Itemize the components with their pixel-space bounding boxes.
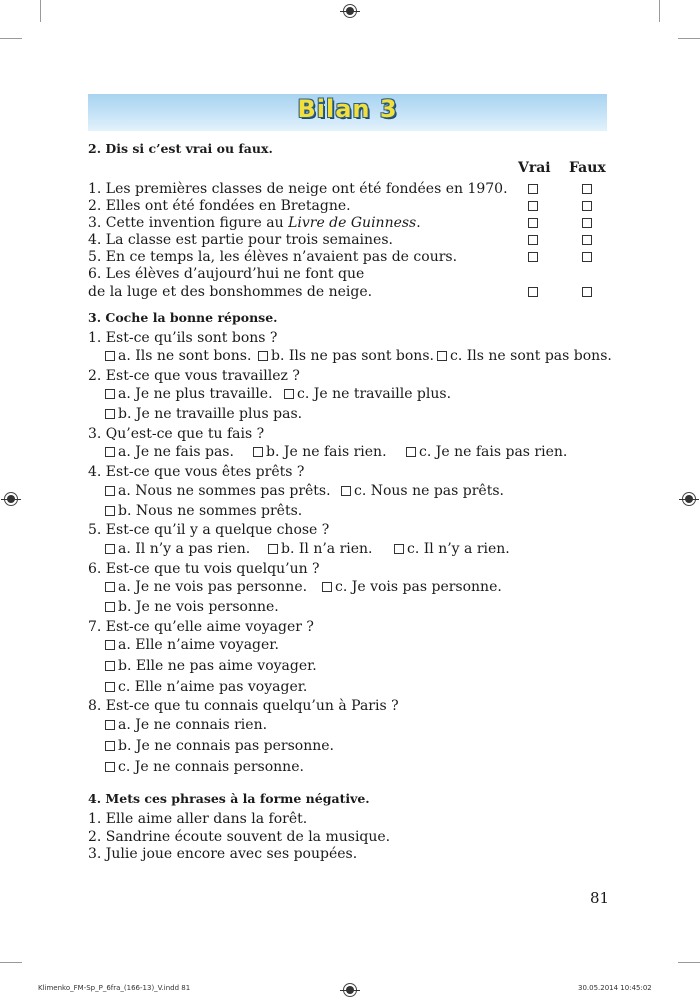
faux-checkbox-1[interactable] [582, 184, 592, 194]
statement-3-post: . [416, 215, 421, 231]
page-number: 81 [590, 889, 610, 907]
question-3: 3. Qu’est-ce que tu fais ? [88, 426, 265, 442]
crop-mark [678, 38, 700, 39]
statement-4: 4. La classe est partie pour trois semaines. [88, 232, 393, 248]
answer-option[interactable]: c. Je ne travaille plus. [284, 386, 451, 402]
title-banner [88, 94, 607, 131]
checkbox[interactable] [105, 486, 115, 496]
faux-checkbox-5[interactable] [582, 252, 592, 262]
sentence-1: 1. Elle aime aller dans la forêt. [88, 811, 308, 827]
question-5: 5. Est-ce qu’il y a quelque chose ? [88, 522, 330, 538]
checkbox[interactable] [105, 582, 115, 592]
faux-checkbox-4[interactable] [582, 235, 592, 245]
page-title: Bilan 3 [297, 95, 398, 123]
checkbox[interactable] [105, 389, 115, 399]
statement-6: 6. Les élèves d’aujourd’hui ne font que [88, 266, 365, 282]
question-8: 8. Est-ce que tu connais quelqu’un à Paris ? [88, 698, 399, 714]
sentence-2: 2. Sandrine écoute souvent de la musique. [88, 829, 391, 845]
crop-mark [678, 962, 700, 963]
vrai-checkbox-2[interactable] [528, 201, 538, 211]
registration-mark-icon [343, 983, 357, 997]
question-1: 1. Est-ce qu’ils sont bons ? [88, 330, 278, 346]
checkbox[interactable] [258, 351, 268, 361]
faux-checkbox-3[interactable] [582, 218, 592, 228]
answer-option[interactable]: a. Je ne plus travaille. [105, 386, 273, 402]
statement-6-continued: de la luge et des bonshommes de neige. [88, 284, 373, 300]
answer-option[interactable]: b. Elle ne pas aime voyager. [105, 658, 317, 674]
answer-option[interactable]: b. Ils ne pas sont bons. [258, 348, 434, 364]
exercise-2-heading: 2. Dis si c’est vrai ou faux. [88, 141, 273, 156]
exercise-3-heading: 3. Coche la bonne réponse. [88, 310, 278, 325]
question-4: 4. Est-ce que vous êtes prêts ? [88, 464, 305, 480]
statement-3 [88, 215, 421, 231]
checkbox[interactable] [105, 506, 115, 516]
statement-3-title: Livre de Guinness [288, 215, 417, 231]
answer-option[interactable]: b. Je ne fais rien. [253, 444, 387, 460]
crop-mark [659, 0, 660, 22]
answer-option[interactable]: b. Je ne vois personne. [105, 599, 279, 615]
answer-option[interactable]: b. Nous ne sommes prêts. [105, 503, 302, 519]
checkbox[interactable] [284, 389, 294, 399]
answer-option[interactable]: c. Elle n’aime pas voyager. [105, 679, 307, 695]
answer-option[interactable]: c. Je ne connais personne. [105, 759, 304, 775]
exercise-4-heading: 4. Mets ces phrases à la forme négative. [88, 791, 370, 806]
crop-mark [0, 38, 22, 39]
statement-2: 2. Elles ont été fondées en Bretagne. [88, 198, 351, 214]
checkbox[interactable] [437, 351, 447, 361]
answer-option[interactable]: c. Il n’y a rien. [394, 541, 510, 557]
answer-option[interactable]: a. Il n’y a pas rien. [105, 541, 250, 557]
question-2: 2. Est-ce que vous travaillez ? [88, 368, 300, 384]
answer-option[interactable]: b. Je ne connais pas personne. [105, 738, 334, 754]
checkbox[interactable] [105, 409, 115, 419]
answer-option[interactable]: a. Elle n’aime voyager. [105, 637, 279, 653]
checkbox[interactable] [105, 544, 115, 554]
checkbox[interactable] [105, 682, 115, 692]
answer-option[interactable]: a. Nous ne sommes pas prêts. [105, 483, 331, 499]
question-6: 6. Est-ce que tu vois quelqu’un ? [88, 561, 320, 577]
statement-3-pre: 3. Cette invention figure au [88, 215, 289, 231]
sentence-3: 3. Julie joue encore avec ses poupées. [88, 846, 358, 862]
checkbox[interactable] [105, 351, 115, 361]
column-vrai: Vrai [518, 160, 551, 176]
answer-option[interactable]: a. Je ne fais pas. [105, 444, 234, 460]
crop-mark [0, 962, 22, 963]
checkbox[interactable] [105, 640, 115, 650]
checkbox[interactable] [105, 762, 115, 772]
answer-option[interactable]: a. Ils ne sont bons. [105, 348, 251, 364]
question-7: 7. Est-ce qu’elle aime voyager ? [88, 619, 314, 635]
checkbox[interactable] [341, 486, 351, 496]
statement-1: 1. Les premières classes de neige ont été fondées en 1970. [88, 181, 508, 197]
checkbox[interactable] [105, 447, 115, 457]
statement-5: 5. En ce temps la, les élèves n’avaient pas de cours. [88, 249, 458, 265]
vrai-checkbox-3[interactable] [528, 218, 538, 228]
answer-option[interactable]: a. Je ne connais rien. [105, 717, 267, 733]
checkbox[interactable] [406, 447, 416, 457]
checkbox[interactable] [268, 544, 278, 554]
answer-option[interactable]: c. Je vois pas personne. [322, 579, 502, 595]
faux-checkbox-2[interactable] [582, 201, 592, 211]
column-faux: Faux [569, 160, 606, 176]
answer-option[interactable]: b. Il n’a rien. [268, 541, 373, 557]
checkbox[interactable] [394, 544, 404, 554]
vrai-checkbox-6[interactable] [528, 287, 538, 297]
checkbox[interactable] [322, 582, 332, 592]
checkbox[interactable] [105, 741, 115, 751]
checkbox[interactable] [105, 661, 115, 671]
answer-option[interactable]: a. Je ne vois pas personne. [105, 579, 307, 595]
crop-mark [40, 0, 41, 22]
checkbox[interactable] [105, 720, 115, 730]
registration-mark-icon [682, 492, 696, 506]
vrai-checkbox-5[interactable] [528, 252, 538, 262]
answer-option[interactable]: b. Je ne travaille plus pas. [105, 406, 302, 422]
faux-checkbox-6[interactable] [582, 287, 592, 297]
checkbox[interactable] [253, 447, 263, 457]
answer-option[interactable]: c. Nous ne pas prêts. [341, 483, 504, 499]
checkbox[interactable] [105, 602, 115, 612]
registration-mark-icon [4, 492, 18, 506]
answer-option[interactable]: c. Ils ne sont pas bons. [437, 348, 612, 364]
vrai-checkbox-1[interactable] [528, 184, 538, 194]
registration-mark-icon [343, 4, 357, 18]
footer-file: Klimenko_FM-Sp_P_6fra_(166-13)_V.indd 81 [38, 984, 191, 992]
vrai-checkbox-4[interactable] [528, 235, 538, 245]
footer-date: 30.05.2014 10:45:02 [578, 984, 652, 992]
answer-option[interactable]: c. Je ne fais pas rien. [406, 444, 567, 460]
